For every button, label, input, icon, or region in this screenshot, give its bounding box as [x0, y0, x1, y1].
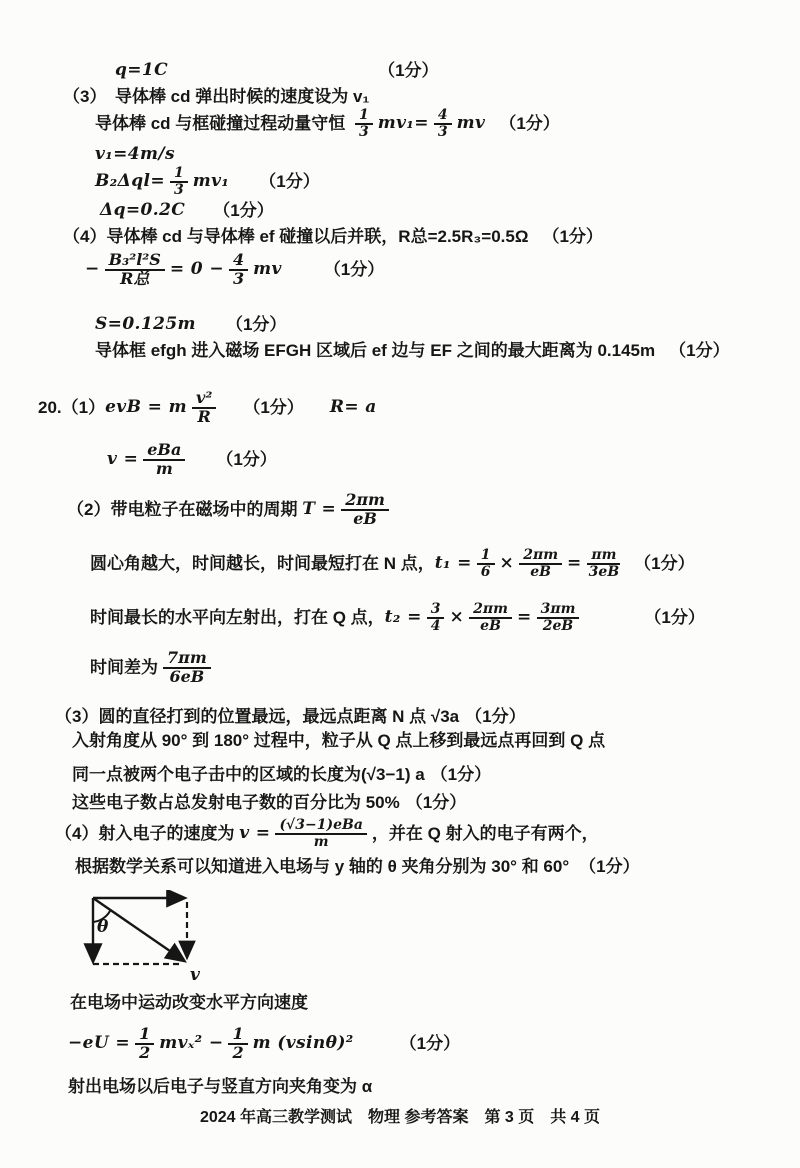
score-mark: （1分）	[225, 315, 287, 334]
score-mark: （1分）	[243, 398, 304, 418]
footer-text: 2024 年高三教学测试 物理 参考答案 第 3 页 共 4 页	[199, 1109, 601, 1126]
statement-text: （4）射入电子的速度为	[55, 824, 240, 844]
statement-text: 射出电场以后电子与竖直方向夹角变为 α	[68, 1077, 373, 1096]
question-number: 20.（1）	[38, 398, 106, 418]
statement-text: 导体框 efgh 进入磁场 EFGH 区域后 ef 边与 EF 之间的最大距离为 0.145m	[95, 341, 656, 360]
line-t1-equation	[90, 548, 695, 579]
statement-text: （3）圆的直径打到的位置最远，最远点距离 N 点 √3a	[55, 707, 460, 726]
heading-text: （3） 导体棒 cd 弹出时候的速度设为 v₁	[63, 87, 370, 106]
line-velocity-equation	[107, 442, 277, 478]
statement-text: （2）带电粒子在磁场中的周期	[67, 500, 303, 520]
score-mark: （1分）	[465, 707, 526, 726]
velocity-vector-diagram	[83, 890, 213, 990]
statement-text: 同一点被两个电子击中的区域的长度为(√3−1) a	[72, 765, 425, 784]
statement-text: 根据数学关系可以知道进入电场与 y 轴的 θ 夹角分别为 30° 和 60°	[75, 857, 570, 876]
times-sign: ×	[499, 553, 515, 574]
score-mark: （1分）	[669, 341, 730, 360]
line-max-distance	[95, 340, 730, 361]
fraction-denominator: 2eB	[542, 617, 574, 634]
fraction-denominator: 3eB	[588, 563, 620, 580]
equation-text: mv₁	[192, 171, 230, 192]
equation-text: mv	[456, 113, 486, 134]
equation-text: −	[85, 259, 100, 280]
score-mark: （1分）	[378, 61, 439, 80]
fraction-numerator: 2πm	[469, 602, 512, 619]
line-period-equation	[67, 492, 394, 528]
fraction	[355, 108, 373, 139]
fraction-denominator: 3	[233, 268, 245, 288]
fraction-numerator: 3πm	[537, 602, 580, 619]
fraction-numerator: 1	[477, 548, 495, 565]
score-mark: （1分）	[399, 1034, 461, 1054]
fraction-numerator: 1	[170, 166, 188, 183]
equation-text: v =	[239, 823, 271, 844]
fraction-denominator: m	[313, 833, 329, 850]
equation-text: t₂ =	[384, 607, 422, 628]
score-mark: （1分）	[405, 793, 467, 812]
fraction-numerator: B₃²l²S	[105, 252, 165, 271]
fraction-denominator: 2	[139, 1042, 151, 1062]
score-mark: （1分）	[542, 227, 603, 246]
fraction-numerator: (√3−1)eBa	[275, 818, 366, 835]
equation-text: = 0 −	[169, 259, 224, 280]
fraction-numerator: 2πm	[519, 548, 562, 565]
statement-text: 导体棒 cd 与框碰撞过程动量守恒	[95, 114, 351, 134]
fraction	[275, 818, 366, 849]
fraction	[341, 492, 389, 528]
fraction-numerator: 3	[427, 602, 445, 619]
fraction-denominator: R	[197, 406, 211, 426]
fraction-denominator: 4	[430, 617, 441, 634]
line-region-length	[72, 764, 491, 785]
fraction-denominator: eB	[353, 508, 377, 528]
equation-text: −eU =	[68, 1033, 131, 1054]
statement-text: 在电场中运动改变水平方向速度	[70, 993, 308, 1012]
fraction	[587, 548, 621, 579]
statement-text: 圆心角越大，时间越长，时间最短打在 N 点，	[90, 554, 435, 574]
equation-text: q=1C	[115, 60, 169, 80]
equation-text: T =	[302, 499, 337, 520]
theta-label: θ	[97, 917, 109, 937]
equation-text: Δq=0.2C	[100, 200, 186, 220]
v-label: v	[190, 965, 200, 985]
fraction	[170, 166, 188, 197]
fraction-numerator: 1	[135, 1026, 154, 1045]
fraction-numerator: 2πm	[341, 492, 389, 511]
fraction-denominator: 3	[174, 181, 184, 198]
fraction	[105, 252, 165, 288]
equation-text: mv	[253, 259, 282, 280]
equation-text: S=0.125m	[95, 314, 196, 334]
line-q-value	[115, 60, 439, 81]
fraction-numerator: eBa	[143, 442, 185, 461]
score-mark: （1分）	[323, 260, 385, 280]
line-exit-angle	[68, 1076, 372, 1097]
line-electron-percentage	[72, 792, 466, 813]
score-mark: （1分）	[430, 765, 492, 784]
line-electron-speed	[55, 818, 599, 849]
fraction-denominator: R总	[120, 268, 150, 288]
score-mark: （1分）	[213, 201, 274, 220]
fraction-denominator: 3	[359, 123, 369, 140]
fraction-denominator: 2	[232, 1042, 244, 1062]
equation-text: t₁ =	[434, 553, 472, 574]
statement-text: ，并在 Q 射入的电子有两个，	[371, 824, 599, 844]
fraction-denominator: eB	[480, 617, 501, 634]
score-mark: （1分）	[644, 608, 705, 628]
fraction	[434, 108, 452, 139]
equation-text: m (vsinθ)²	[252, 1033, 354, 1054]
fraction	[192, 390, 216, 426]
equation-text: v =	[107, 449, 139, 470]
line-time-difference	[90, 650, 216, 686]
fraction	[469, 602, 512, 633]
statement-text: 入射角度从 90° 到 180° 过程中，粒子从 Q 点上移到最远点再回到 Q 点	[72, 731, 606, 750]
line-v1-value	[95, 144, 175, 165]
fraction-numerator: 4	[434, 108, 452, 125]
fraction	[163, 650, 211, 686]
line-displacement-value	[95, 314, 286, 335]
fraction-numerator: 7πm	[163, 650, 211, 669]
fraction-denominator: 3	[437, 123, 448, 140]
fraction-denominator: 6eB	[169, 666, 205, 686]
fraction	[143, 442, 185, 478]
equation-text: B₂Δql=	[95, 171, 165, 192]
fraction-denominator: 6	[480, 563, 491, 580]
line-energy-equation	[68, 1026, 460, 1062]
line-farthest-point	[55, 706, 526, 727]
line-section3-heading	[63, 86, 369, 107]
line-charge-value	[100, 200, 274, 221]
equals-sign: =	[516, 607, 532, 628]
fraction	[135, 1026, 154, 1062]
times-sign: ×	[449, 607, 465, 628]
fraction	[477, 548, 495, 579]
fraction-numerator: πm	[587, 548, 620, 565]
equation-text: R= a	[329, 397, 377, 418]
score-mark: （1分）	[259, 172, 320, 192]
equation-text: mvₓ² −	[159, 1033, 224, 1054]
fraction-denominator: m	[155, 458, 173, 478]
heading-text: （4）导体棒 cd 与导体棒 ef 碰撞以后并联，R总=2.5R₃=0.5Ω	[63, 227, 529, 246]
fraction	[228, 1026, 247, 1062]
score-mark: （1分）	[579, 857, 640, 876]
fraction-numerator: 4	[229, 252, 248, 271]
statement-text: 这些电子数占总发射电子数的百分比为 50%	[72, 793, 400, 812]
line-incidence-angle	[72, 730, 605, 751]
line-momentum-conservation	[95, 108, 560, 139]
line-theta-angles	[75, 856, 640, 877]
score-mark: （1分）	[499, 114, 560, 134]
fraction	[229, 252, 248, 288]
page-footer	[0, 1104, 800, 1127]
line-impulse-equation	[95, 166, 320, 197]
fraction-numerator: 1	[228, 1026, 247, 1045]
line-efield-statement	[70, 992, 308, 1013]
fraction-numerator: 1	[355, 108, 373, 125]
equation-text: v₁=4m/s	[95, 144, 175, 164]
line-section4-heading	[63, 226, 603, 247]
fraction	[537, 602, 580, 633]
fraction	[427, 602, 445, 633]
fraction-numerator: v²	[192, 390, 216, 409]
equals-sign: =	[567, 553, 582, 574]
line-flux-equation	[85, 252, 384, 288]
equation-text: evB = m	[105, 397, 188, 418]
fraction	[519, 548, 562, 579]
equation-text: mv₁=	[377, 113, 429, 134]
score-mark: （1分）	[634, 554, 695, 574]
fraction-denominator: eB	[530, 563, 551, 580]
statement-text: 时间差为	[90, 658, 158, 678]
line-t2-equation	[90, 602, 705, 633]
score-mark: （1分）	[216, 450, 277, 470]
statement-text: 时间最长的水平向左射出，打在 Q 点，	[90, 608, 385, 628]
line-q20-circular-motion	[38, 390, 377, 426]
